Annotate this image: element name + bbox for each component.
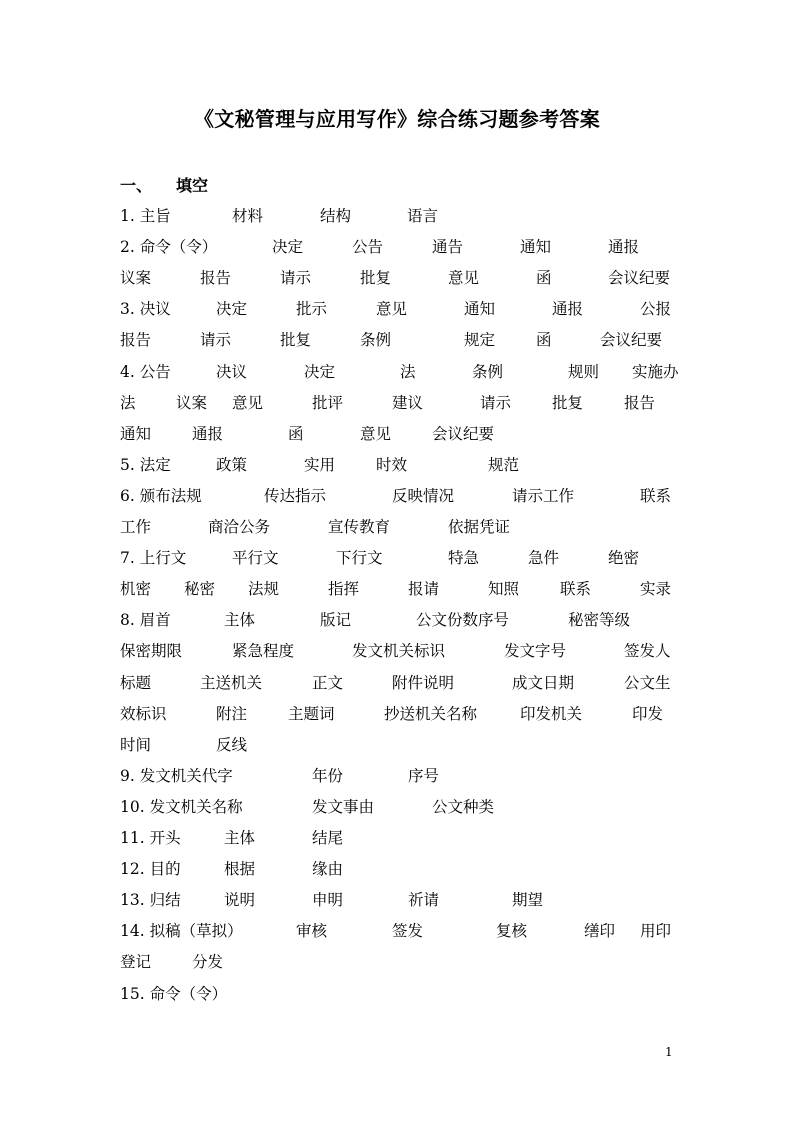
answer-term: 签发 (392, 922, 424, 941)
answer-term: 秘密 (184, 580, 216, 599)
answer-term: 秘密等级 (568, 611, 631, 630)
answer-term: 工作 (120, 518, 152, 536)
answer-term: 知照 (488, 580, 520, 599)
answer-term: 请示 (280, 269, 312, 288)
answer-term: 反线 (216, 735, 248, 754)
answer-term: 批复 (360, 269, 392, 288)
answer-term: 规则 (568, 362, 600, 381)
answer-term: 批复 (552, 393, 584, 412)
answer-term: 批复 (280, 331, 312, 350)
answer-term: 决议 (216, 362, 248, 381)
answer-term: 附注 (216, 704, 248, 723)
answer-term: 通告 (432, 238, 464, 257)
answer-term: 公报 (640, 300, 672, 319)
answer-term: 联系 (640, 486, 672, 505)
answer-term: 1. 主旨 (120, 207, 171, 225)
answer-term: 公文生 (624, 673, 671, 692)
answer-term: 序号 (408, 766, 440, 785)
answer-term: 通知 (120, 424, 152, 443)
answer-term: 申明 (312, 891, 344, 910)
answer-term: 期望 (512, 891, 544, 910)
answer-term: 13. 归结 (120, 891, 181, 910)
answer-term: 4. 公告 (120, 362, 171, 381)
answer-term: 7. 上行文 (120, 549, 187, 568)
answer-term: 结构 (320, 207, 352, 225)
document-title: 《文秘管理与应用写作》综合练习题参考答案 (194, 107, 600, 131)
answer-term: 商洽公务 (208, 518, 271, 536)
answer-term: 9. 发文机关代字 (120, 766, 233, 785)
answer-term: 急件 (528, 549, 560, 568)
answer-term: 8. 眉首 (120, 611, 171, 630)
answer-term: 决定 (272, 238, 304, 257)
answer-term: 规范 (488, 455, 520, 474)
answer-term: 登记 (120, 953, 152, 972)
answer-term: 公告 (352, 238, 384, 257)
answer-term: 材料 (232, 207, 264, 225)
answer-term: 报告 (120, 331, 152, 350)
answer-term: 效标识 (120, 704, 167, 723)
answer-term: 意见 (360, 424, 392, 443)
answer-term: 2. 命令（令） (120, 238, 218, 257)
answer-term: 3. 决议 (120, 300, 171, 319)
answer-term: 会议纪要 (608, 269, 671, 288)
answer-term: 时间 (120, 735, 152, 754)
answer-term: 报告 (624, 393, 656, 412)
answer-term: 法 (400, 362, 416, 381)
answer-term: 议案 (176, 393, 208, 412)
answer-term: 决定 (216, 300, 248, 319)
answer-term: 平行文 (232, 549, 279, 568)
answer-term: 指挥 (328, 580, 360, 599)
answer-term: 请示工作 (512, 486, 575, 505)
answer-term: 版记 (320, 611, 352, 630)
answer-term: 14. 拟稿（草拟） (120, 922, 243, 941)
answer-term: 12. 目的 (120, 860, 181, 879)
answer-term: 说明 (224, 891, 256, 910)
answer-term: 印发机关 (520, 704, 583, 723)
answer-term: 印发 (632, 704, 664, 723)
answer-term: 传达指示 (264, 486, 327, 505)
answer-term: 发文字号 (504, 642, 567, 661)
answer-term: 发文机关标识 (352, 642, 446, 661)
page-number: 1 (665, 1045, 673, 1059)
answer-term: 决定 (304, 362, 336, 381)
answer-term: 公文份数序号 (416, 611, 510, 630)
answer-term: 抄送机关名称 (384, 704, 478, 723)
section-number: 一、 (120, 176, 153, 195)
answer-term: 下行文 (336, 549, 383, 568)
section-title: 填空 (176, 176, 209, 195)
answer-term: 依据凭证 (448, 518, 511, 536)
answer-term: 祈请 (408, 891, 440, 910)
answer-term: 时效 (376, 455, 408, 474)
answer-term: 函 (536, 331, 552, 350)
answer-term: 意见 (232, 393, 264, 412)
answer-term: 建议 (392, 393, 424, 412)
answer-term: 反映情况 (392, 486, 455, 505)
answer-term: 通知 (464, 300, 496, 319)
answer-term: 10. 发文机关名称 (120, 797, 243, 816)
answer-term: 6. 颁布法规 (120, 486, 202, 505)
answer-term: 规定 (464, 331, 496, 350)
answer-term: 正文 (312, 673, 344, 692)
answer-term: 法规 (248, 580, 280, 599)
answer-term: 条例 (472, 362, 504, 381)
answer-term: 议案 (120, 269, 152, 288)
answer-term: 意见 (448, 269, 480, 288)
answer-term: 请示 (200, 331, 232, 350)
answer-term: 结尾 (312, 829, 344, 847)
answer-term: 主体 (224, 611, 256, 630)
answer-term: 实施办 (632, 362, 679, 381)
answer-term: 请示 (480, 393, 512, 412)
answer-term: 宣传教育 (328, 518, 391, 536)
answer-term: 实用 (304, 455, 336, 474)
answer-term: 意见 (376, 300, 408, 319)
answer-term: 签发人 (624, 642, 671, 661)
answer-term: 法 (120, 393, 136, 412)
answer-term: 紧急程度 (232, 642, 295, 661)
answer-term: 缘由 (312, 860, 344, 879)
answer-term: 主题词 (288, 704, 335, 723)
answer-term: 用印 (640, 922, 672, 941)
answer-term: 批评 (312, 393, 344, 412)
answer-term: 实录 (640, 580, 672, 599)
answer-term: 会议纪要 (600, 331, 663, 350)
answer-term: 保密期限 (120, 642, 183, 661)
answer-term: 通报 (608, 238, 640, 257)
answer-term: 会议纪要 (432, 424, 495, 443)
answer-term: 缮印 (584, 922, 616, 941)
answer-term: 主体 (224, 829, 256, 847)
answer-term: 主送机关 (200, 673, 263, 692)
answer-term: 复核 (496, 922, 528, 941)
answer-term: 年份 (312, 766, 344, 785)
answer-term: 通报 (192, 424, 224, 443)
answer-term: 报请 (408, 580, 440, 599)
answer-term: 通知 (520, 238, 552, 257)
answer-term: 语言 (407, 207, 439, 225)
answer-term: 特急 (448, 549, 480, 568)
answer-term: 附件说明 (392, 673, 455, 692)
answer-term: 批示 (296, 300, 328, 319)
answer-term: 根据 (224, 860, 256, 879)
answer-term: 审核 (296, 922, 328, 941)
answer-term: 分发 (192, 953, 224, 972)
answer-term: 15. 命令（令） (120, 984, 228, 1003)
answer-term: 条例 (360, 331, 392, 350)
answer-term: 机密 (120, 580, 152, 599)
answer-term: 绝密 (608, 549, 640, 568)
answer-term: 通报 (552, 300, 584, 319)
answer-term: 报告 (200, 269, 232, 288)
section-heading (120, 175, 208, 197)
answer-term: 11. 开头 (120, 829, 181, 847)
answer-term: 发文事由 (312, 797, 375, 816)
answer-term: 标题 (120, 673, 152, 692)
answer-term: 函 (536, 269, 552, 288)
answer-term: 成文日期 (512, 673, 575, 692)
answer-term: 函 (288, 424, 304, 443)
answer-term: 政策 (216, 455, 248, 474)
answer-term: 5. 法定 (120, 455, 171, 474)
answer-term: 联系 (560, 580, 592, 599)
answer-term: 公文种类 (432, 797, 495, 816)
